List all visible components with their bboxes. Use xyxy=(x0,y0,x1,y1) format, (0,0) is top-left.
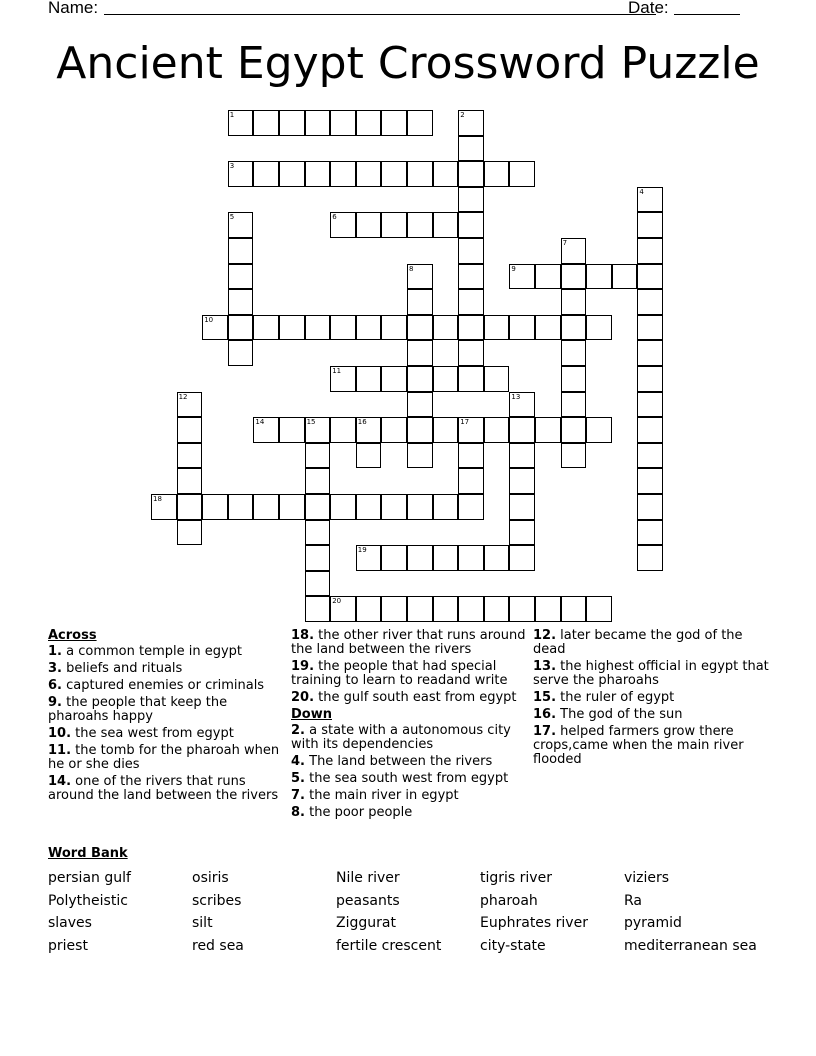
grid-cell[interactable] xyxy=(484,417,510,443)
grid-cell[interactable] xyxy=(586,315,612,341)
grid-cell[interactable] xyxy=(177,417,203,443)
grid-cell[interactable] xyxy=(458,443,484,469)
grid-cell[interactable] xyxy=(561,238,587,264)
word-bank-column xyxy=(336,867,476,957)
grid-cell[interactable] xyxy=(407,315,433,341)
grid-cell[interactable] xyxy=(356,366,382,392)
grid-cell[interactable] xyxy=(356,417,382,443)
clue-number: 3 xyxy=(229,162,235,171)
grid-cell[interactable] xyxy=(407,443,433,469)
clue-number: 19 xyxy=(357,546,367,555)
grid-cell[interactable] xyxy=(305,494,331,520)
grid-cell[interactable] xyxy=(637,212,663,238)
grid-cell[interactable] xyxy=(509,315,535,341)
grid-cell[interactable] xyxy=(330,417,356,443)
grid-cell[interactable] xyxy=(612,264,638,290)
clue-down-15: 15. the ruler of egypt xyxy=(533,690,675,705)
grid-cell[interactable] xyxy=(637,264,663,290)
grid-cell[interactable] xyxy=(253,161,279,187)
grid-cell[interactable] xyxy=(228,315,254,341)
grid-cell[interactable] xyxy=(381,161,407,187)
grid-cell[interactable] xyxy=(535,417,561,443)
grid-cell[interactable] xyxy=(458,366,484,392)
clue-number: 4 xyxy=(639,187,644,196)
grid-cell[interactable] xyxy=(535,596,561,622)
grid-cell[interactable] xyxy=(586,264,612,290)
grid-cell[interactable] xyxy=(228,212,254,238)
grid-cell[interactable] xyxy=(433,315,459,341)
grid-cell[interactable] xyxy=(561,392,587,418)
clue-number: 6 xyxy=(332,213,337,222)
clue-down-16: 16. The god of the sun xyxy=(533,707,683,722)
grid-cell[interactable] xyxy=(637,494,663,520)
grid-cell[interactable] xyxy=(637,468,663,494)
grid-cell[interactable] xyxy=(433,494,459,520)
grid-cell[interactable] xyxy=(356,161,382,187)
grid-cell[interactable] xyxy=(484,596,510,622)
grid-cell[interactable] xyxy=(484,161,510,187)
grid-cell[interactable] xyxy=(356,212,382,238)
grid-cell[interactable] xyxy=(228,289,254,315)
clue-across-14: 14. one of the rivers that runs around the land between the rivers xyxy=(48,774,279,803)
grid-cell[interactable] xyxy=(228,494,254,520)
grid-cell[interactable] xyxy=(305,571,331,597)
grid-cell[interactable] xyxy=(561,443,587,469)
clue-number: 1 xyxy=(229,111,235,119)
across-clues xyxy=(48,629,288,806)
grid-cell[interactable] xyxy=(253,110,279,136)
grid-cell[interactable] xyxy=(458,264,484,290)
grid-cell[interactable] xyxy=(637,340,663,366)
clue-number: 12 xyxy=(178,392,188,401)
clue-across-18: 18. the other river that runs around the land between the rivers xyxy=(291,628,526,657)
word-bank-item: scribes xyxy=(192,892,242,909)
date-line[interactable] xyxy=(674,14,740,15)
grid-cell[interactable] xyxy=(637,520,663,546)
grid-cell[interactable] xyxy=(202,315,228,341)
grid-cell[interactable] xyxy=(458,136,484,162)
grid-cell[interactable] xyxy=(305,443,331,469)
clue-number: 7 xyxy=(562,239,568,247)
grid-cell[interactable] xyxy=(228,110,254,136)
clue-down-17: 17. helped farmers grow there crops,came when the main river flooded xyxy=(533,724,744,767)
grid-cell[interactable] xyxy=(407,212,433,238)
grid-cell[interactable] xyxy=(484,366,510,392)
grid-cell[interactable] xyxy=(561,596,587,622)
grid-cell[interactable] xyxy=(381,417,407,443)
word-bank-item: red sea xyxy=(192,937,244,954)
clue-number: 17 xyxy=(460,418,470,427)
grid-cell[interactable] xyxy=(305,596,331,622)
clue-down-5: 5. the sea south west from egypt xyxy=(291,771,509,786)
grid-cell[interactable] xyxy=(279,417,305,443)
grid-cell[interactable] xyxy=(458,340,484,366)
grid-cell[interactable] xyxy=(381,596,407,622)
grid-cell[interactable] xyxy=(561,289,587,315)
grid-cell[interactable] xyxy=(253,417,279,443)
grid-cell[interactable] xyxy=(458,596,484,622)
grid-cell[interactable] xyxy=(151,494,177,520)
word-bank-column xyxy=(48,867,188,957)
grid-cell[interactable] xyxy=(458,212,484,238)
grid-cell[interactable] xyxy=(637,315,663,341)
clue-number: 10 xyxy=(204,315,214,324)
word-bank-item: city-state xyxy=(480,937,546,954)
grid-cell[interactable] xyxy=(381,212,407,238)
grid-cell[interactable] xyxy=(433,545,459,571)
grid-cell[interactable] xyxy=(433,212,459,238)
grid-cell[interactable] xyxy=(407,545,433,571)
word-bank-item: pyramid xyxy=(624,915,682,932)
grid-cell[interactable] xyxy=(305,545,331,571)
date-label: Date: xyxy=(628,0,669,17)
grid-cell[interactable] xyxy=(484,315,510,341)
clue-down-4: 4. The land between the rivers xyxy=(291,754,493,769)
grid-cell[interactable] xyxy=(305,315,331,341)
grid-cell[interactable] xyxy=(433,596,459,622)
grid-cell[interactable] xyxy=(407,494,433,520)
grid-cell[interactable] xyxy=(586,596,612,622)
down-heading: Down xyxy=(291,707,332,722)
grid-cell[interactable] xyxy=(330,110,356,136)
word-bank-item: Polytheistic xyxy=(48,892,128,909)
grid-cell[interactable] xyxy=(177,392,203,418)
grid-cell[interactable] xyxy=(407,110,433,136)
name-line[interactable] xyxy=(104,14,656,15)
grid-cell[interactable] xyxy=(509,596,535,622)
grid-cell[interactable] xyxy=(177,494,203,520)
word-bank-item: tigris river xyxy=(480,870,552,886)
clue-number: 11 xyxy=(332,367,342,375)
grid-cell[interactable] xyxy=(458,110,484,136)
clue-across-1: 1. a common temple in egypt xyxy=(48,644,243,659)
grid-cell[interactable] xyxy=(279,110,305,136)
grid-cell[interactable] xyxy=(407,340,433,366)
clue-across-11: 11. the tomb for the pharoah when he or she dies xyxy=(48,743,280,772)
word-bank-item: peasants xyxy=(336,892,400,909)
word-bank-item: viziers xyxy=(624,870,670,886)
grid-cell[interactable] xyxy=(253,494,279,520)
word-bank-title: Word Bank xyxy=(48,846,128,861)
clue-across-6: 6. captured enemies or criminals xyxy=(48,678,265,693)
grid-cell[interactable] xyxy=(381,545,407,571)
grid-cell[interactable] xyxy=(253,315,279,341)
grid-cell[interactable] xyxy=(202,494,228,520)
word-bank-item: Nile river xyxy=(336,870,400,886)
grid-cell[interactable] xyxy=(407,264,433,290)
grid-cell[interactable] xyxy=(279,161,305,187)
clue-across-9: 9. the people that keep the pharoahs happy xyxy=(48,695,228,724)
grid-cell[interactable] xyxy=(381,366,407,392)
grid-cell[interactable] xyxy=(458,238,484,264)
clue-down-12: 12. later became the god of the dead xyxy=(533,628,743,657)
grid-cell[interactable] xyxy=(637,417,663,443)
grid-cell[interactable] xyxy=(381,494,407,520)
grid-cell[interactable] xyxy=(407,366,433,392)
grid-cell[interactable] xyxy=(330,161,356,187)
word-bank-item: fertile crescent xyxy=(336,937,442,954)
grid-cell[interactable] xyxy=(279,315,305,341)
word-bank-item: priest xyxy=(48,937,88,954)
grid-cell[interactable] xyxy=(458,187,484,213)
grid-cell[interactable] xyxy=(407,289,433,315)
grid-cell[interactable] xyxy=(561,315,587,341)
grid-cell[interactable] xyxy=(228,340,254,366)
clue-number: 13 xyxy=(511,392,521,401)
grid-cell[interactable] xyxy=(330,366,356,392)
clue-number: 15 xyxy=(306,418,316,427)
word-bank-item: Ziggurat xyxy=(336,915,396,932)
word-bank-column xyxy=(480,867,620,957)
grid-cell[interactable] xyxy=(509,161,535,187)
grid-cell[interactable] xyxy=(433,161,459,187)
name-label: Name: xyxy=(48,0,99,17)
grid-cell[interactable] xyxy=(381,315,407,341)
across-heading: Across xyxy=(48,628,97,643)
grid-cell[interactable] xyxy=(228,238,254,264)
grid-cell[interactable] xyxy=(356,110,382,136)
clue-number: 20 xyxy=(332,597,342,606)
grid-cell[interactable] xyxy=(561,340,587,366)
clue-across-20: 20. the gulf south east from egypt xyxy=(291,690,517,705)
grid-cell[interactable] xyxy=(637,392,663,418)
grid-cell[interactable] xyxy=(356,443,382,469)
grid-cell[interactable] xyxy=(177,468,203,494)
grid-cell[interactable] xyxy=(458,417,484,443)
grid-cell[interactable] xyxy=(330,596,356,622)
grid-cell[interactable] xyxy=(509,468,535,494)
word-bank-column xyxy=(624,867,784,957)
word-bank-item: slaves xyxy=(48,915,92,932)
word-bank-item: Ra xyxy=(624,892,642,909)
clue-number: 16 xyxy=(357,418,367,427)
grid-cell[interactable] xyxy=(586,417,612,443)
grid-cell[interactable] xyxy=(407,417,433,443)
grid-cell[interactable] xyxy=(535,264,561,290)
word-bank-column xyxy=(192,867,332,957)
grid-cell[interactable] xyxy=(637,366,663,392)
grid-cell[interactable] xyxy=(381,110,407,136)
grid-cell[interactable] xyxy=(407,161,433,187)
grid-cell[interactable] xyxy=(509,417,535,443)
grid-cell[interactable] xyxy=(305,520,331,546)
grid-cell[interactable] xyxy=(330,212,356,238)
clue-number: 18 xyxy=(153,495,162,503)
clue-across-3: 3. beliefs and rituals xyxy=(48,661,183,676)
grid-cell[interactable] xyxy=(561,366,587,392)
grid-cell[interactable] xyxy=(433,417,459,443)
clue-across-10: 10. the sea west from egypt xyxy=(48,726,234,741)
grid-cell[interactable] xyxy=(509,520,535,546)
clue-number: 9 xyxy=(511,264,516,273)
clue-down-13: 13. the highest official in egypt that serve the pharoahs xyxy=(533,659,769,688)
grid-cell[interactable] xyxy=(561,417,587,443)
grid-cell[interactable] xyxy=(356,545,382,571)
clue-number: 2 xyxy=(460,111,465,119)
word-bank-item: Euphrates river xyxy=(480,915,588,932)
clue-number: 8 xyxy=(409,264,414,273)
grid-cell[interactable] xyxy=(458,315,484,341)
grid-cell[interactable] xyxy=(509,443,535,469)
clue-down-7: 7. the main river in egypt xyxy=(291,788,459,803)
word-bank-item: silt xyxy=(192,915,213,932)
middle-clues xyxy=(291,629,529,823)
clue-across-19: 19. the people that had special training to learn to readand write xyxy=(291,659,508,688)
grid-cell[interactable] xyxy=(228,264,254,290)
word-bank-item: pharoah xyxy=(480,892,538,909)
grid-cell[interactable] xyxy=(407,392,433,418)
grid-cell[interactable] xyxy=(458,161,484,187)
grid-cell[interactable] xyxy=(458,289,484,315)
grid-cell[interactable] xyxy=(305,161,331,187)
grid-cell[interactable] xyxy=(484,545,510,571)
grid-cell[interactable] xyxy=(561,264,587,290)
clue-down-2: 2. a state with a autonomous city with its dependencies xyxy=(291,723,511,752)
grid-cell[interactable] xyxy=(305,417,331,443)
grid-cell[interactable] xyxy=(279,494,305,520)
grid-cell[interactable] xyxy=(330,494,356,520)
grid-cell[interactable] xyxy=(637,238,663,264)
word-bank-item: persian gulf xyxy=(48,870,131,886)
grid-cell[interactable] xyxy=(356,315,382,341)
grid-cell[interactable] xyxy=(509,494,535,520)
grid-cell[interactable] xyxy=(637,443,663,469)
grid-cell[interactable] xyxy=(458,468,484,494)
grid-cell[interactable] xyxy=(407,596,433,622)
grid-cell[interactable] xyxy=(509,392,535,418)
grid-cell[interactable] xyxy=(509,545,535,571)
grid-cell[interactable] xyxy=(228,161,254,187)
grid-cell[interactable] xyxy=(305,110,331,136)
clue-down-8: 8. the poor people xyxy=(291,805,413,820)
grid-cell[interactable] xyxy=(177,443,203,469)
grid-cell[interactable] xyxy=(356,494,382,520)
clue-number: 5 xyxy=(229,213,235,222)
page-title: Ancient Egypt Crossword Puzzle xyxy=(56,38,760,89)
grid-cell[interactable] xyxy=(177,520,203,546)
grid-cell[interactable] xyxy=(433,366,459,392)
clue-number: 14 xyxy=(255,418,265,427)
header xyxy=(48,0,768,20)
grid-cell[interactable] xyxy=(305,468,331,494)
grid-cell[interactable] xyxy=(535,315,561,341)
word-bank-item: mediterranean sea xyxy=(624,937,757,954)
grid-cell[interactable] xyxy=(637,545,663,571)
word-bank-item: osiris xyxy=(192,870,229,886)
grid-cell[interactable] xyxy=(458,494,484,520)
grid-cell[interactable] xyxy=(458,545,484,571)
right-clues xyxy=(533,629,773,770)
grid-cell[interactable] xyxy=(330,315,356,341)
grid-cell[interactable] xyxy=(509,264,535,290)
grid-cell[interactable] xyxy=(637,289,663,315)
grid-cell[interactable] xyxy=(637,187,663,213)
grid-cell[interactable] xyxy=(356,596,382,622)
